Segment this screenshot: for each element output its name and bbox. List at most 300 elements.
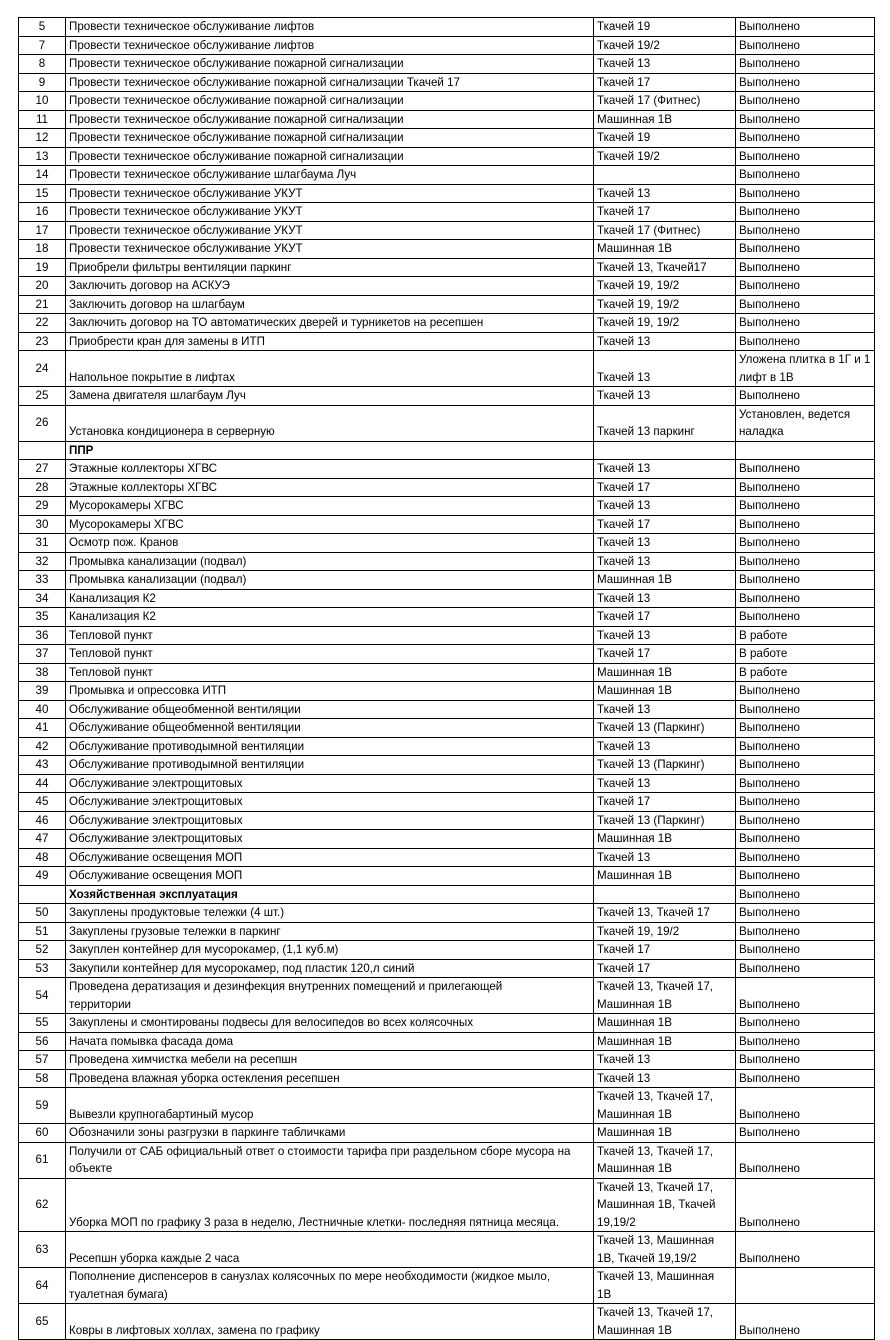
- row-number-cell: 44: [19, 774, 66, 793]
- status-cell: Выполнено: [736, 460, 875, 479]
- address-cell: Ткачей 19, 19/2: [594, 295, 736, 314]
- table-row: [19, 978, 875, 1014]
- table-row: [19, 478, 875, 497]
- task-cell: Канализация К2: [66, 589, 594, 608]
- table-row: [19, 1142, 875, 1178]
- table-row: [19, 774, 875, 793]
- task-cell: Обслуживание освещения МОП: [66, 867, 594, 886]
- task-cell: Мусорокамеры ХГВС: [66, 515, 594, 534]
- table-row: [19, 92, 875, 111]
- row-number-cell: 62: [19, 1178, 66, 1232]
- status-cell: Выполнено: [736, 295, 875, 314]
- task-cell: Осмотр пож. Кранов: [66, 534, 594, 553]
- task-cell: Провести техническое обслуживание УКУТ: [66, 240, 594, 259]
- row-number-cell: 34: [19, 589, 66, 608]
- task-cell: Проведена химчистка мебели на ресепшн: [66, 1051, 594, 1070]
- status-cell: Выполнено: [736, 719, 875, 738]
- row-number-cell: 38: [19, 663, 66, 682]
- address-cell: Ткачей 13: [594, 774, 736, 793]
- status-cell: Выполнено: [736, 332, 875, 351]
- row-number-cell: 43: [19, 756, 66, 775]
- task-cell: Закуплены грузовые тележки в паркинг: [66, 922, 594, 941]
- table-row: [19, 589, 875, 608]
- row-number-cell: 42: [19, 737, 66, 756]
- address-cell: Машинная 1В: [594, 1032, 736, 1051]
- status-cell: Выполнено: [736, 55, 875, 74]
- table-row: [19, 811, 875, 830]
- task-cell: Этажные коллекторы ХГВС: [66, 478, 594, 497]
- table-row: [19, 460, 875, 479]
- table-row: [19, 184, 875, 203]
- row-number-cell: 32: [19, 552, 66, 571]
- status-cell: Выполнено: [736, 277, 875, 296]
- address-cell: Ткачей 13 (Паркинг): [594, 719, 736, 738]
- address-cell: Ткачей 13, Ткачей17: [594, 258, 736, 277]
- address-cell: Машинная 1В: [594, 1014, 736, 1033]
- row-number-cell: 49: [19, 867, 66, 886]
- address-cell: Ткачей 19: [594, 129, 736, 148]
- status-cell: Выполнено: [736, 110, 875, 129]
- address-cell: Ткачей 13: [594, 332, 736, 351]
- task-cell: Провести техническое обслуживание УКУТ: [66, 221, 594, 240]
- task-cell: Приобрести кран для замены в ИТП: [66, 332, 594, 351]
- status-cell: Выполнено: [736, 904, 875, 923]
- row-number-cell: 24: [19, 351, 66, 387]
- row-number-cell: 9: [19, 73, 66, 92]
- status-cell: В работе: [736, 626, 875, 645]
- address-cell: Ткачей 13: [594, 589, 736, 608]
- task-cell: Этажные коллекторы ХГВС: [66, 460, 594, 479]
- row-number-cell: 13: [19, 147, 66, 166]
- row-number-cell: 16: [19, 203, 66, 222]
- row-number-cell: 36: [19, 626, 66, 645]
- status-cell: Выполнено: [736, 387, 875, 406]
- status-cell: Выполнено: [736, 700, 875, 719]
- row-number-cell: 18: [19, 240, 66, 259]
- address-cell: Ткачей 13: [594, 1069, 736, 1088]
- work-report-table: [18, 17, 875, 1340]
- task-cell: Обслуживание электрощитовых: [66, 774, 594, 793]
- table-row: [19, 110, 875, 129]
- row-number-cell: 46: [19, 811, 66, 830]
- row-number-cell: 51: [19, 922, 66, 941]
- table-row: [19, 663, 875, 682]
- task-cell: Проведена влажная уборка остекления ресепшен: [66, 1069, 594, 1088]
- address-cell: Машинная 1В: [594, 663, 736, 682]
- status-cell: Выполнено: [736, 793, 875, 812]
- address-cell: Машинная 1В: [594, 1124, 736, 1143]
- status-cell: Выполнено: [736, 774, 875, 793]
- address-cell: Ткачей 13: [594, 351, 736, 387]
- status-cell: Выполнено: [736, 497, 875, 516]
- task-cell: Провести техническое обслуживание УКУТ: [66, 184, 594, 203]
- row-number-cell: 11: [19, 110, 66, 129]
- table-row: [19, 515, 875, 534]
- row-number-cell: 64: [19, 1268, 66, 1304]
- table-row: [19, 626, 875, 645]
- task-cell: Закуплены и смонтированы подвесы для велосипедов во всех колясочных: [66, 1014, 594, 1033]
- row-number-cell: 27: [19, 460, 66, 479]
- row-number-cell: 40: [19, 700, 66, 719]
- task-cell: Мусорокамеры ХГВС: [66, 497, 594, 516]
- table-row: [19, 534, 875, 553]
- status-cell: Выполнено: [736, 534, 875, 553]
- status-cell: Выполнено: [736, 92, 875, 111]
- task-cell: Провести техническое обслуживание пожарной сигнализации: [66, 55, 594, 74]
- address-cell: Ткачей 13, Ткачей 17, Машинная 1В: [594, 1142, 736, 1178]
- status-cell: Выполнено: [736, 184, 875, 203]
- status-cell: Выполнено: [736, 314, 875, 333]
- row-number-cell: 50: [19, 904, 66, 923]
- row-number-cell: 21: [19, 295, 66, 314]
- task-cell: Провести техническое обслуживание пожарной сигнализации Ткачей 17: [66, 73, 594, 92]
- address-cell: Ткачей 19/2: [594, 147, 736, 166]
- task-cell: Замена двигателя шлагбаум Луч: [66, 387, 594, 406]
- address-cell: Ткачей 13: [594, 460, 736, 479]
- address-cell: Ткачей 13 паркинг: [594, 405, 736, 441]
- row-number-cell: 45: [19, 793, 66, 812]
- status-cell: Выполнено: [736, 589, 875, 608]
- table-row: [19, 240, 875, 259]
- status-cell: Выполнено: [736, 478, 875, 497]
- table-row: [19, 36, 875, 55]
- status-cell: Выполнено: [736, 737, 875, 756]
- status-cell: Выполнено: [736, 1014, 875, 1033]
- address-cell: Ткачей 17: [594, 793, 736, 812]
- row-number-cell: 56: [19, 1032, 66, 1051]
- task-cell: Заключить договор на шлагбаум: [66, 295, 594, 314]
- status-cell: Выполнено: [736, 1069, 875, 1088]
- task-cell: Напольное покрытие в лифтах: [66, 351, 594, 387]
- status-cell: Выполнено: [736, 515, 875, 534]
- status-cell: Выполнено: [736, 129, 875, 148]
- address-cell: [594, 166, 736, 185]
- address-cell: Ткачей 13: [594, 387, 736, 406]
- table-row: [19, 18, 875, 37]
- address-cell: Ткачей 19, 19/2: [594, 277, 736, 296]
- section-header-row: [19, 441, 875, 460]
- row-number-cell: 63: [19, 1232, 66, 1268]
- table-row: [19, 351, 875, 387]
- address-cell: Машинная 1В: [594, 867, 736, 886]
- task-cell: Тепловой пункт: [66, 626, 594, 645]
- table-row: [19, 73, 875, 92]
- row-number-cell: 35: [19, 608, 66, 627]
- address-cell: Ткачей 13, Машинная 1В: [594, 1268, 736, 1304]
- task-cell: Обслуживание электрощитовых: [66, 793, 594, 812]
- table-row: [19, 129, 875, 148]
- row-number-cell: 20: [19, 277, 66, 296]
- address-cell: Ткачей 13, Ткачей 17, Машинная 1В: [594, 1088, 736, 1124]
- task-cell: Обслуживание общеобменной вентиляции: [66, 700, 594, 719]
- table-row: [19, 332, 875, 351]
- row-number-cell: [19, 885, 66, 904]
- address-cell: Ткачей 13, Машинная 1В, Ткачей 19,19/2: [594, 1232, 736, 1268]
- row-number-cell: 19: [19, 258, 66, 277]
- address-cell: Машинная 1В: [594, 110, 736, 129]
- row-number-cell: 41: [19, 719, 66, 738]
- task-cell: Установка кондиционера в серверную: [66, 405, 594, 441]
- status-cell: Выполнено: [736, 203, 875, 222]
- table-body: [19, 18, 875, 1340]
- address-cell: Ткачей 19/2: [594, 36, 736, 55]
- address-cell: Ткачей 17: [594, 203, 736, 222]
- address-cell: [594, 885, 736, 904]
- status-cell: Выполнено: [736, 682, 875, 701]
- status-cell: [736, 441, 875, 460]
- address-cell: Ткачей 13: [594, 552, 736, 571]
- row-number-cell: 39: [19, 682, 66, 701]
- table-row: [19, 258, 875, 277]
- task-cell: Промывка канализации (подвал): [66, 571, 594, 590]
- table-row: [19, 1014, 875, 1033]
- table-row: [19, 314, 875, 333]
- table-row: [19, 221, 875, 240]
- table-row: [19, 552, 875, 571]
- row-number-cell: 33: [19, 571, 66, 590]
- task-cell: Провести техническое обслуживание пожарной сигнализации: [66, 110, 594, 129]
- address-cell: Ткачей 17 (Фитнес): [594, 221, 736, 240]
- status-cell: Выполнено: [736, 240, 875, 259]
- table-row: [19, 277, 875, 296]
- table-row: [19, 608, 875, 627]
- status-cell: В работе: [736, 645, 875, 664]
- task-cell: Получили от САБ официальный ответ о стоимости тарифа при раздельном сборе мусора на объекте: [66, 1142, 594, 1178]
- task-cell: Пополнение диспенсеров в санузлах колясочных по мере необходимости (жидкое мыло, туалетная бумага): [66, 1268, 594, 1304]
- address-cell: Ткачей 19, 19/2: [594, 922, 736, 941]
- status-cell: Выполнено: [736, 885, 875, 904]
- address-cell: Ткачей 19, 19/2: [594, 314, 736, 333]
- row-number-cell: 65: [19, 1304, 66, 1340]
- address-cell: Ткачей 13: [594, 848, 736, 867]
- status-cell: Выполнено: [736, 1232, 875, 1268]
- status-cell: Выполнено: [736, 1124, 875, 1143]
- task-cell: Обслуживание общеобменной вентиляции: [66, 719, 594, 738]
- address-cell: Машинная 1В: [594, 682, 736, 701]
- table-row: [19, 1032, 875, 1051]
- task-cell: Хозяйственная эксплуатация: [66, 885, 594, 904]
- task-cell: Промывка канализации (подвал): [66, 552, 594, 571]
- status-cell: Выполнено: [736, 830, 875, 849]
- task-cell: Тепловой пункт: [66, 663, 594, 682]
- address-cell: Ткачей 17 (Фитнес): [594, 92, 736, 111]
- status-cell: Выполнено: [736, 1142, 875, 1178]
- row-number-cell: 30: [19, 515, 66, 534]
- table-row: [19, 830, 875, 849]
- status-cell: В работе: [736, 663, 875, 682]
- row-number-cell: 14: [19, 166, 66, 185]
- address-cell: Ткачей 13: [594, 534, 736, 553]
- status-cell: Выполнено: [736, 978, 875, 1014]
- table-row: [19, 1268, 875, 1304]
- table-row: [19, 1178, 875, 1232]
- task-cell: Обслуживание противодымной вентиляции: [66, 737, 594, 756]
- task-cell: Проведена дератизация и дезинфекция внутренних помещений и прилегающей территории: [66, 978, 594, 1014]
- table-row: [19, 166, 875, 185]
- status-cell: Выполнено: [736, 1088, 875, 1124]
- table-row: [19, 571, 875, 590]
- address-cell: Ткачей 17: [594, 645, 736, 664]
- table-row: [19, 904, 875, 923]
- task-cell: Обозначили зоны разгрузки в паркинге табличками: [66, 1124, 594, 1143]
- address-cell: Ткачей 17: [594, 478, 736, 497]
- task-cell: Закуплены продуктовые тележки (4 шт.): [66, 904, 594, 923]
- table-row: [19, 922, 875, 941]
- row-number-cell: 23: [19, 332, 66, 351]
- task-cell: Обслуживание электрощитовых: [66, 811, 594, 830]
- status-cell: Уложена плитка в 1Г и 1 лифт в 1В: [736, 351, 875, 387]
- table-row: [19, 1051, 875, 1070]
- row-number-cell: 8: [19, 55, 66, 74]
- task-cell: Провести техническое обслуживание лифтов: [66, 36, 594, 55]
- row-number-cell: 10: [19, 92, 66, 111]
- status-cell: Выполнено: [736, 36, 875, 55]
- status-cell: Выполнено: [736, 166, 875, 185]
- task-cell: Провести техническое обслуживание лифтов: [66, 18, 594, 37]
- task-cell: Уборка МОП по графику 3 раза в неделю, Лестничные клетки- последняя пятница месяца.: [66, 1178, 594, 1232]
- task-cell: Провести техническое обслуживание пожарной сигнализации: [66, 147, 594, 166]
- row-number-cell: 28: [19, 478, 66, 497]
- task-cell: Промывка и опрессовка ИТП: [66, 682, 594, 701]
- status-cell: Выполнено: [736, 73, 875, 92]
- address-cell: Ткачей 13: [594, 184, 736, 203]
- task-cell: Вывезли крупногабартиный мусор: [66, 1088, 594, 1124]
- address-cell: Ткачей 13 (Паркинг): [594, 756, 736, 775]
- status-cell: Выполнено: [736, 608, 875, 627]
- status-cell: Выполнено: [736, 571, 875, 590]
- status-cell: Выполнено: [736, 867, 875, 886]
- address-cell: Машинная 1В: [594, 830, 736, 849]
- task-cell: Обслуживание противодымной вентиляции: [66, 756, 594, 775]
- table-row: [19, 1304, 875, 1340]
- table-row: [19, 737, 875, 756]
- status-cell: Выполнено: [736, 258, 875, 277]
- task-cell: Провести техническое обслуживание шлагбаума Луч: [66, 166, 594, 185]
- address-cell: [594, 441, 736, 460]
- status-cell: Выполнено: [736, 1304, 875, 1340]
- address-cell: Ткачей 17: [594, 941, 736, 960]
- task-cell: Провести техническое обслуживание УКУТ: [66, 203, 594, 222]
- row-number-cell: 52: [19, 941, 66, 960]
- table-row: [19, 867, 875, 886]
- task-cell: Канализация К2: [66, 608, 594, 627]
- address-cell: Ткачей 13: [594, 55, 736, 74]
- table-row: [19, 719, 875, 738]
- table-row: [19, 295, 875, 314]
- status-cell: Выполнено: [736, 756, 875, 775]
- table-row: [19, 959, 875, 978]
- row-number-cell: 31: [19, 534, 66, 553]
- task-cell: Заключить договор на АСКУЭ: [66, 277, 594, 296]
- address-cell: Ткачей 13, Ткачей 17, Машинная 1В: [594, 1304, 736, 1340]
- row-number-cell: 61: [19, 1142, 66, 1178]
- row-number-cell: 29: [19, 497, 66, 516]
- address-cell: Ткачей 17: [594, 608, 736, 627]
- row-number-cell: 7: [19, 36, 66, 55]
- table-row: [19, 941, 875, 960]
- task-cell: Закупили контейнер для мусорокамер, под пластик 120,л синий: [66, 959, 594, 978]
- task-cell: Заключить договор на ТО автоматических дверей и турникетов на ресепшен: [66, 314, 594, 333]
- row-number-cell: 60: [19, 1124, 66, 1143]
- task-cell: Приобрели фильтры вентиляции паркинг: [66, 258, 594, 277]
- work-report-sheet: [18, 17, 874, 1340]
- table-row: [19, 497, 875, 516]
- address-cell: Ткачей 13 (Паркинг): [594, 811, 736, 830]
- task-cell: Начата помывка фасада дома: [66, 1032, 594, 1051]
- table-row: [19, 147, 875, 166]
- status-cell: Выполнено: [736, 1032, 875, 1051]
- status-cell: Выполнено: [736, 1051, 875, 1070]
- task-cell: Закуплен контейнер для мусорокамер, (1,1 куб.м): [66, 941, 594, 960]
- row-number-cell: 53: [19, 959, 66, 978]
- table-row: [19, 700, 875, 719]
- task-cell: Провести техническое обслуживание пожарной сигнализации: [66, 92, 594, 111]
- status-cell: Выполнено: [736, 959, 875, 978]
- row-number-cell: 17: [19, 221, 66, 240]
- address-cell: Ткачей 13, Ткачей 17, Машинная 1В, Ткачей 19,19/2: [594, 1178, 736, 1232]
- address-cell: Машинная 1В: [594, 571, 736, 590]
- table-row: [19, 203, 875, 222]
- address-cell: Ткачей 13: [594, 700, 736, 719]
- task-cell: Провести техническое обслуживание пожарной сигнализации: [66, 129, 594, 148]
- table-row: [19, 1232, 875, 1268]
- row-number-cell: 22: [19, 314, 66, 333]
- address-cell: Ткачей 13: [594, 497, 736, 516]
- task-cell: ППР: [66, 441, 594, 460]
- table-row: [19, 793, 875, 812]
- row-number-cell: 48: [19, 848, 66, 867]
- section-header-row: [19, 885, 875, 904]
- address-cell: Ткачей 17: [594, 73, 736, 92]
- row-number-cell: 54: [19, 978, 66, 1014]
- table-row: [19, 1088, 875, 1124]
- status-cell: [736, 1268, 875, 1304]
- address-cell: Ткачей 17: [594, 515, 736, 534]
- status-cell: Выполнено: [736, 811, 875, 830]
- status-cell: Выполнено: [736, 1178, 875, 1232]
- status-cell: Выполнено: [736, 848, 875, 867]
- address-cell: Ткачей 17: [594, 959, 736, 978]
- row-number-cell: 58: [19, 1069, 66, 1088]
- table-row: [19, 55, 875, 74]
- table-row: [19, 405, 875, 441]
- status-cell: Выполнено: [736, 221, 875, 240]
- row-number-cell: 5: [19, 18, 66, 37]
- row-number-cell: 57: [19, 1051, 66, 1070]
- address-cell: Ткачей 13: [594, 737, 736, 756]
- row-number-cell: 25: [19, 387, 66, 406]
- address-cell: Ткачей 13: [594, 1051, 736, 1070]
- task-cell: Ковры в лифтовых холлах, замена по графику: [66, 1304, 594, 1340]
- task-cell: Обслуживание электрощитовых: [66, 830, 594, 849]
- row-number-cell: 59: [19, 1088, 66, 1124]
- table-row: [19, 756, 875, 775]
- task-cell: Ресепшн уборка каждые 2 часа: [66, 1232, 594, 1268]
- row-number-cell: [19, 441, 66, 460]
- address-cell: Ткачей 13, Ткачей 17: [594, 904, 736, 923]
- row-number-cell: 12: [19, 129, 66, 148]
- status-cell: Выполнено: [736, 147, 875, 166]
- status-cell: Выполнено: [736, 941, 875, 960]
- row-number-cell: 55: [19, 1014, 66, 1033]
- table-row: [19, 387, 875, 406]
- address-cell: Ткачей 19: [594, 18, 736, 37]
- row-number-cell: 15: [19, 184, 66, 203]
- status-cell: Выполнено: [736, 552, 875, 571]
- status-cell: Выполнено: [736, 18, 875, 37]
- status-cell: Выполнено: [736, 922, 875, 941]
- task-cell: Тепловой пункт: [66, 645, 594, 664]
